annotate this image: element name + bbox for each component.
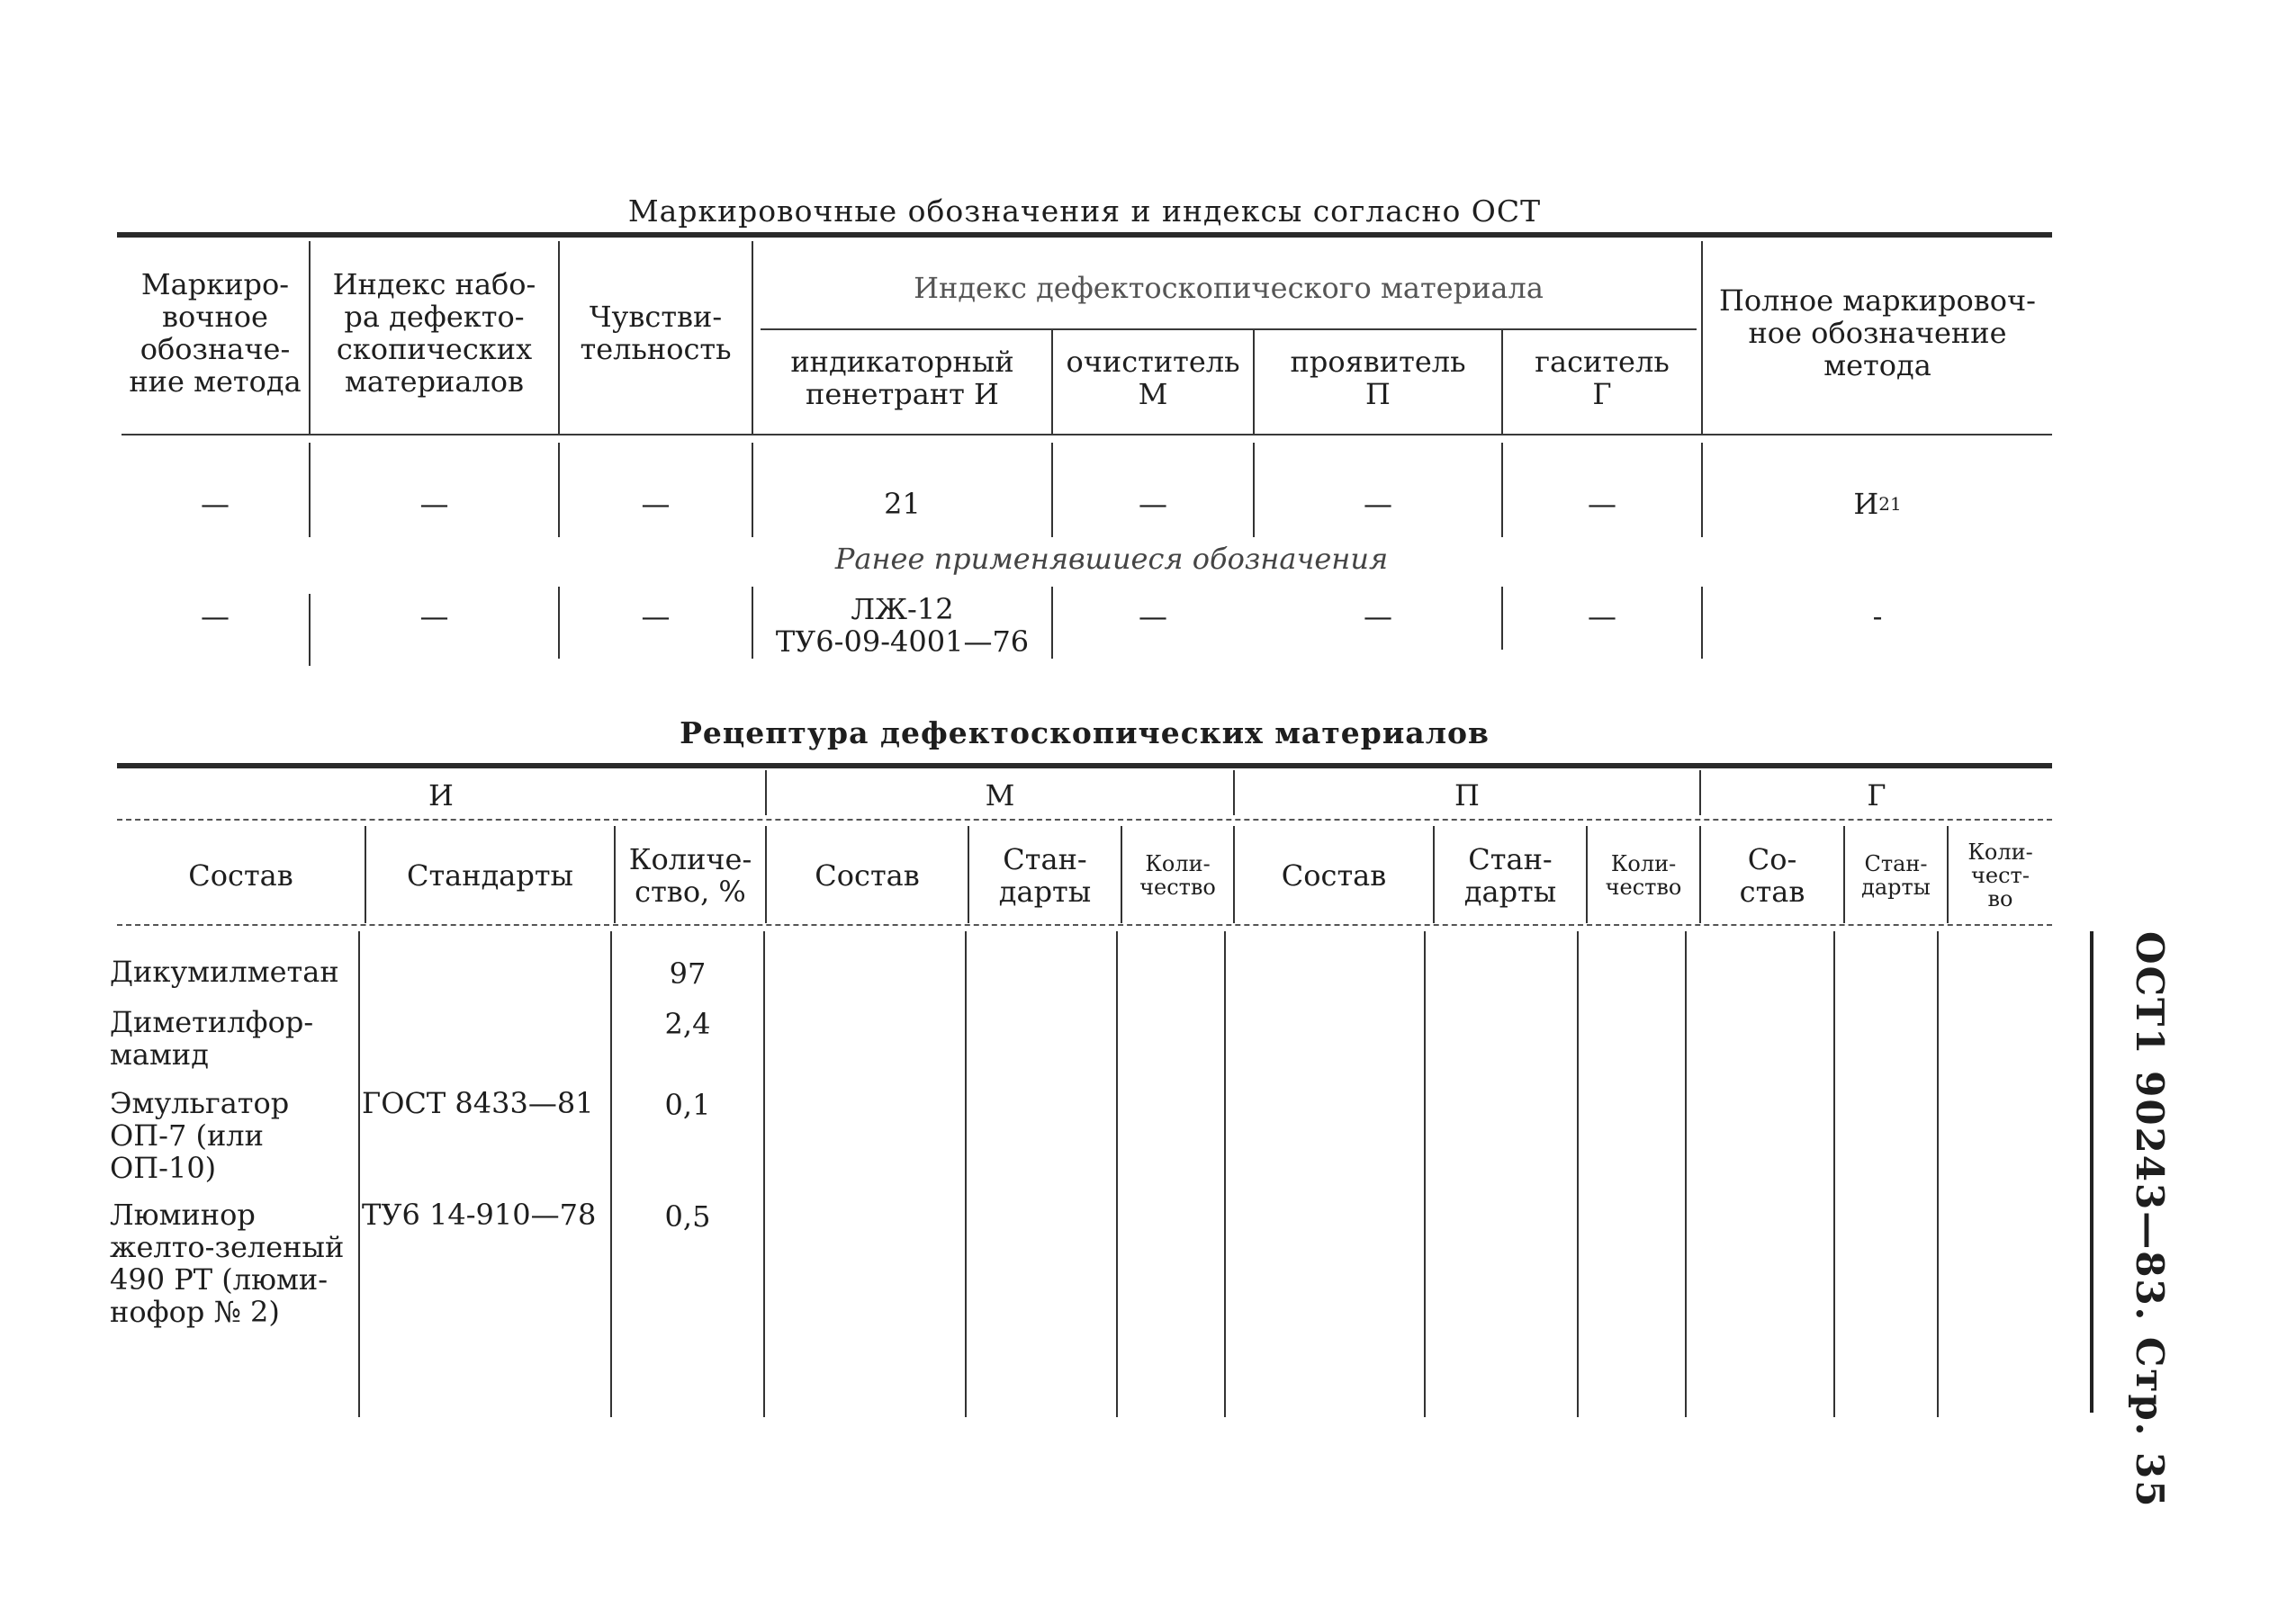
group-header-m: М [985, 778, 1015, 812]
header-quencher: гаситель Г [1535, 345, 1670, 411]
subheader-m-quantity: Коли- чество [1139, 850, 1216, 900]
table2-vline [1577, 931, 1579, 1417]
subheader-p-standards: Стан- дарты [1463, 841, 1557, 909]
table2-header-bottom-rule [117, 924, 2052, 926]
table2-group-rule [117, 819, 2052, 821]
table2-vline [1833, 931, 1835, 1417]
header-material-index: Индекс дефектоскопического материала [914, 271, 1544, 305]
row-composition: Эмульгатор ОП-7 (или ОП-10) [110, 1086, 290, 1185]
earlier-designations-caption: Ранее применявшиеся обозначения [834, 542, 1389, 576]
row2-method-marking: — [201, 599, 230, 633]
row-quantity: 0,1 [664, 1088, 711, 1122]
row2-penetrant: ЛЖ-12 ТУ6-09-4001—76 [775, 592, 1030, 659]
side-label-rule [2090, 931, 2093, 1413]
table2-top-rule [117, 763, 2052, 768]
subheader-i-standards: Стандарты [406, 857, 574, 893]
row-composition: Дикумилметан [110, 955, 339, 989]
row-standard: ТУ6 14-910—78 [362, 1198, 597, 1232]
table1-title: Маркировочные обозначения и индексы согласно ОСТ [627, 193, 1542, 229]
subheader-g-composition: Со- став [1739, 841, 1805, 909]
header-method-marking: Маркиро- вочное обозначе- ние метода [129, 267, 302, 399]
row2-quencher: — [1588, 599, 1616, 633]
subheader-i-quantity: Количе- ство, % [628, 841, 752, 909]
table2-vline [1937, 931, 1939, 1417]
row2-full-marking: - [1872, 599, 1883, 633]
table2-vline [358, 931, 360, 1417]
subheader-p-quantity: Коли- чество [1605, 850, 1682, 900]
table1-header-bottom-rule [122, 434, 2052, 435]
group-header-p: П [1454, 778, 1480, 812]
row1-set-index: — [419, 487, 449, 521]
table2-vline [1424, 931, 1426, 1417]
subheader-i-composition: Состав [188, 857, 293, 893]
row1-full-marking-index: 21 [1878, 493, 1902, 515]
subheader-m-composition: Состав [815, 857, 920, 893]
table2-vline [765, 770, 767, 815]
row-quantity: 97 [669, 956, 707, 991]
row-composition: Диметилфор- мамид [110, 1005, 314, 1072]
header-developer: проявитель П [1290, 345, 1466, 411]
table1-subheader-rule [761, 328, 1697, 330]
header-penetrant: индикаторный пенетрант И [790, 345, 1014, 411]
subheader-g-quantity: Коли- чест- во [1967, 839, 2033, 911]
row-quantity: 2,4 [664, 1007, 711, 1041]
row-quantity: 0,5 [664, 1199, 711, 1234]
row1-quencher: — [1588, 487, 1616, 521]
subheader-p-composition: Состав [1281, 857, 1387, 893]
header-cleaner: очиститель М [1066, 345, 1240, 411]
table2-title: Рецептура дефектоскопических материалов [680, 715, 1490, 750]
row1-method-marking: — [201, 487, 230, 521]
table2-vline [1116, 931, 1118, 1417]
group-header-g: Г [1867, 778, 1886, 812]
row1-developer: — [1364, 487, 1392, 521]
table2-vline [1685, 931, 1687, 1417]
subheader-m-standards: Стан- дарты [998, 841, 1092, 909]
row1-full-marking [1703, 477, 2052, 531]
header-set-index: Индекс набо- ра дефекто- скопических материалов [332, 267, 536, 399]
row-standard [362, 956, 610, 992]
table2-vline [1224, 931, 1226, 1417]
header-sensitivity: Чувстви- тельность [580, 300, 732, 366]
subheader-g-standards: Стан- дарты [1861, 850, 1931, 900]
row1-full-marking-letter: И [1853, 487, 1879, 521]
row-composition: Люминор желто-зеленый 490 РТ (люми- нофор № 2) [110, 1198, 345, 1329]
table2-vline [610, 931, 612, 1417]
row2-sensitivity: — [641, 599, 671, 633]
row1-sensitivity: — [641, 487, 671, 521]
table2-vline [763, 931, 765, 1417]
table2-vline [1233, 770, 1235, 815]
row-standard: ГОСТ 8433—81 [362, 1086, 594, 1120]
side-page-label: ОСТ1 90243—83. Стр. 35 [2128, 931, 2172, 1509]
table2-vline [965, 931, 967, 1417]
table1-top-rule [117, 232, 2052, 238]
row2-developer: — [1364, 599, 1392, 633]
table2-vline [1699, 770, 1701, 815]
row2-set-index: — [419, 599, 449, 633]
header-full-marking: Полное маркировоч- ное обозначение метода [1719, 283, 2036, 382]
row2-cleaner: — [1139, 599, 1167, 633]
row1-penetrant: 21 [884, 487, 921, 521]
group-header-i: И [428, 778, 454, 812]
row1-cleaner: — [1139, 487, 1167, 521]
row-standard [362, 1006, 610, 1042]
